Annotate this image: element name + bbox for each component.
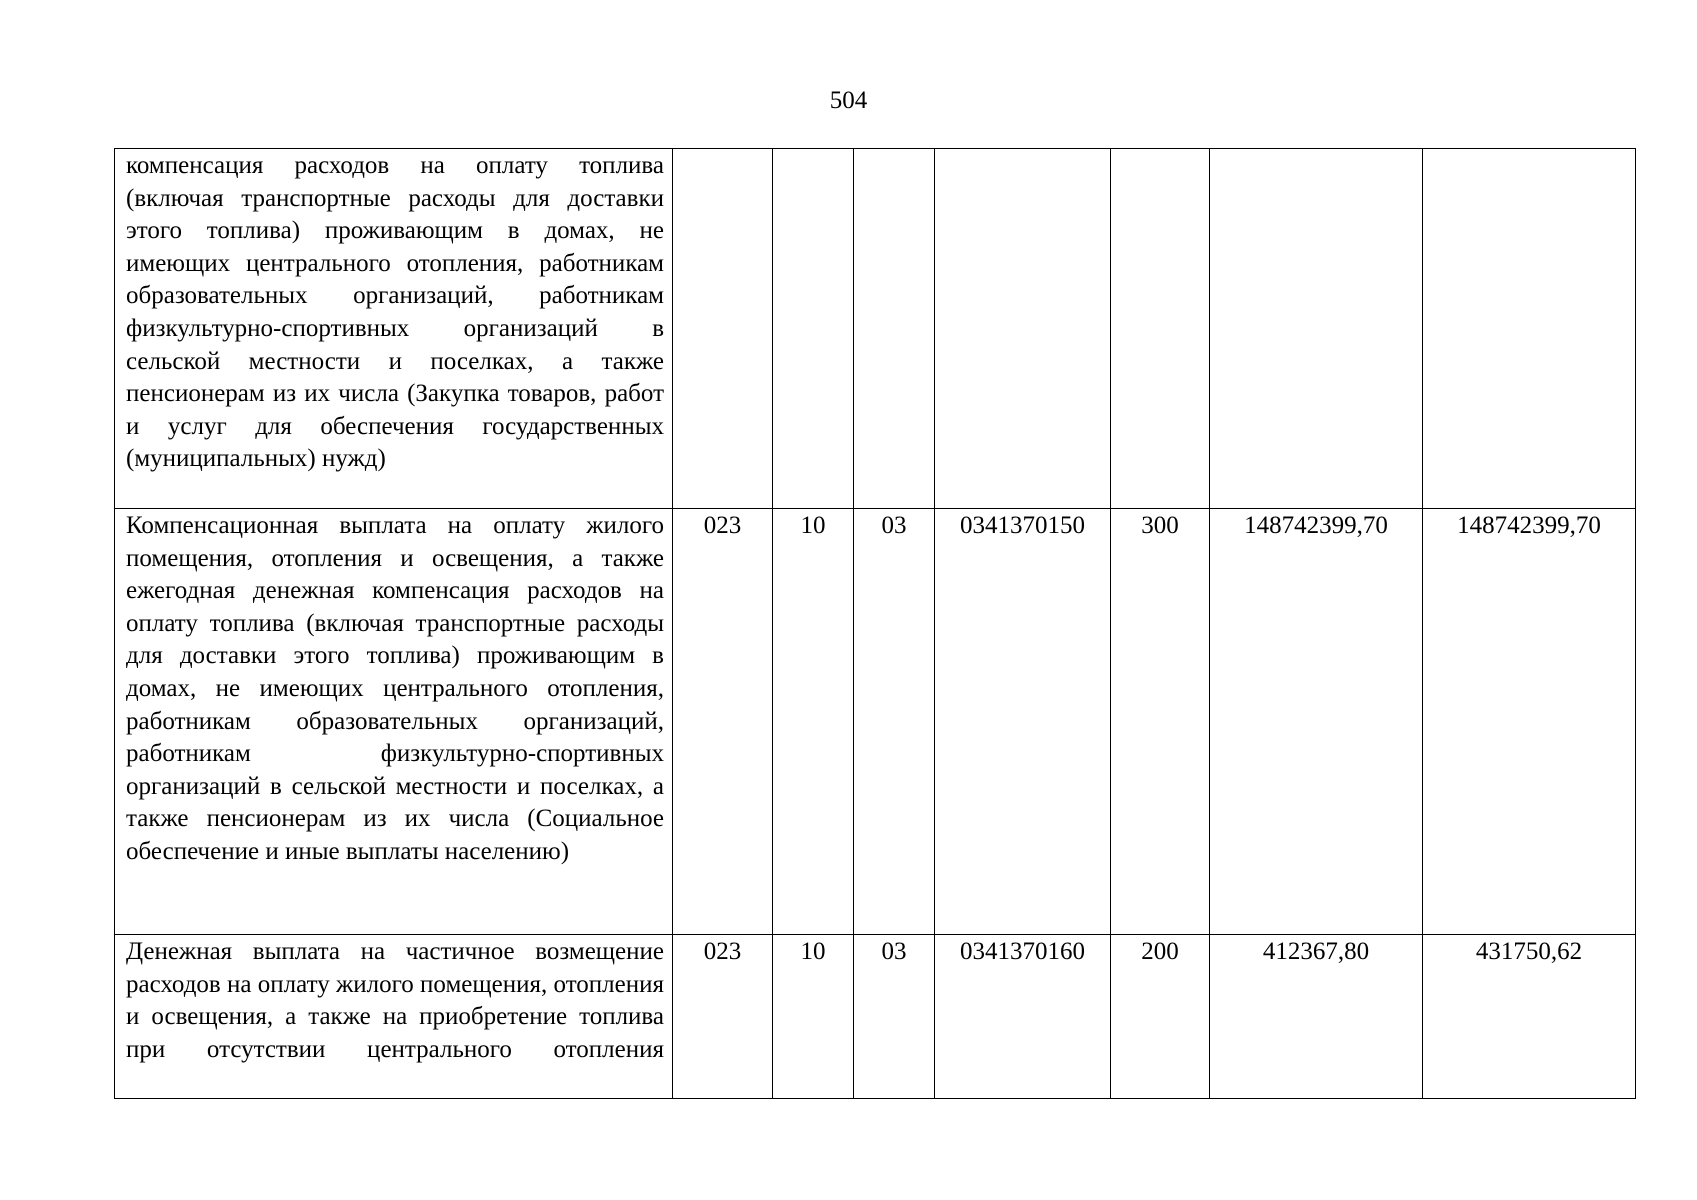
row-description: компенсация расходов на оплату топлива (включая транспортные расходы для доставки этого топлива) проживающим в домах, не имеющих центрального отопления, работникам образовательных организаций, работникам физкультурно-спортивных организаций в сельской местности и поселках, а также пенсионерам из их числа (Закупка товаров, работ и услуг для обеспечения государственных (муниципальных) нужд) [115, 149, 673, 509]
ministry-code: 023 [673, 935, 773, 1099]
row-description: Компенсационная выплата на оплату жилого помещения, отопления и освещения, а также ежегодная денежная компенсация расходов на оплату топлива (включая транспортные расходы для доставки этого топлива) проживающим в домах, не имеющих центрального отопления, работникам образовательных организаций, работникам физкультурно-спортивных организаций в сельской местности и поселках, а также пенсионерам из их числа (Социальное обеспечение и иные выплаты населению) [115, 509, 673, 935]
target-article-code: 0341370150 [935, 509, 1111, 935]
expense-type-code: 300 [1111, 509, 1210, 935]
budget-table [114, 148, 1636, 1099]
target-article-code [935, 149, 1111, 509]
target-article-code: 0341370160 [935, 935, 1111, 1099]
table-row [115, 935, 1636, 1099]
ministry-code [673, 149, 773, 509]
table-row [115, 509, 1636, 935]
ministry-code: 023 [673, 509, 773, 935]
amount-year-1 [1210, 149, 1423, 509]
expense-type-code [1111, 149, 1210, 509]
subsection-code [854, 149, 935, 509]
amount-year-1: 412367,80 [1210, 935, 1423, 1099]
amount-year-2: 431750,62 [1423, 935, 1636, 1099]
subsection-code: 03 [854, 509, 935, 935]
page-number: 504 [829, 87, 868, 114]
section-code: 10 [773, 509, 854, 935]
section-code: 10 [773, 935, 854, 1099]
row-description: Денежная выплата на частичное возмещение расходов на оплату жилого помещения, отопления и освещения, а также на приобретение топлива при отсутствии центрального отопления [115, 935, 673, 1099]
expense-type-code: 200 [1111, 935, 1210, 1099]
amount-year-1: 148742399,70 [1210, 509, 1423, 935]
section-code [773, 149, 854, 509]
amount-year-2 [1423, 149, 1636, 509]
amount-year-2: 148742399,70 [1423, 509, 1636, 935]
subsection-code: 03 [854, 935, 935, 1099]
table-row [115, 149, 1636, 509]
